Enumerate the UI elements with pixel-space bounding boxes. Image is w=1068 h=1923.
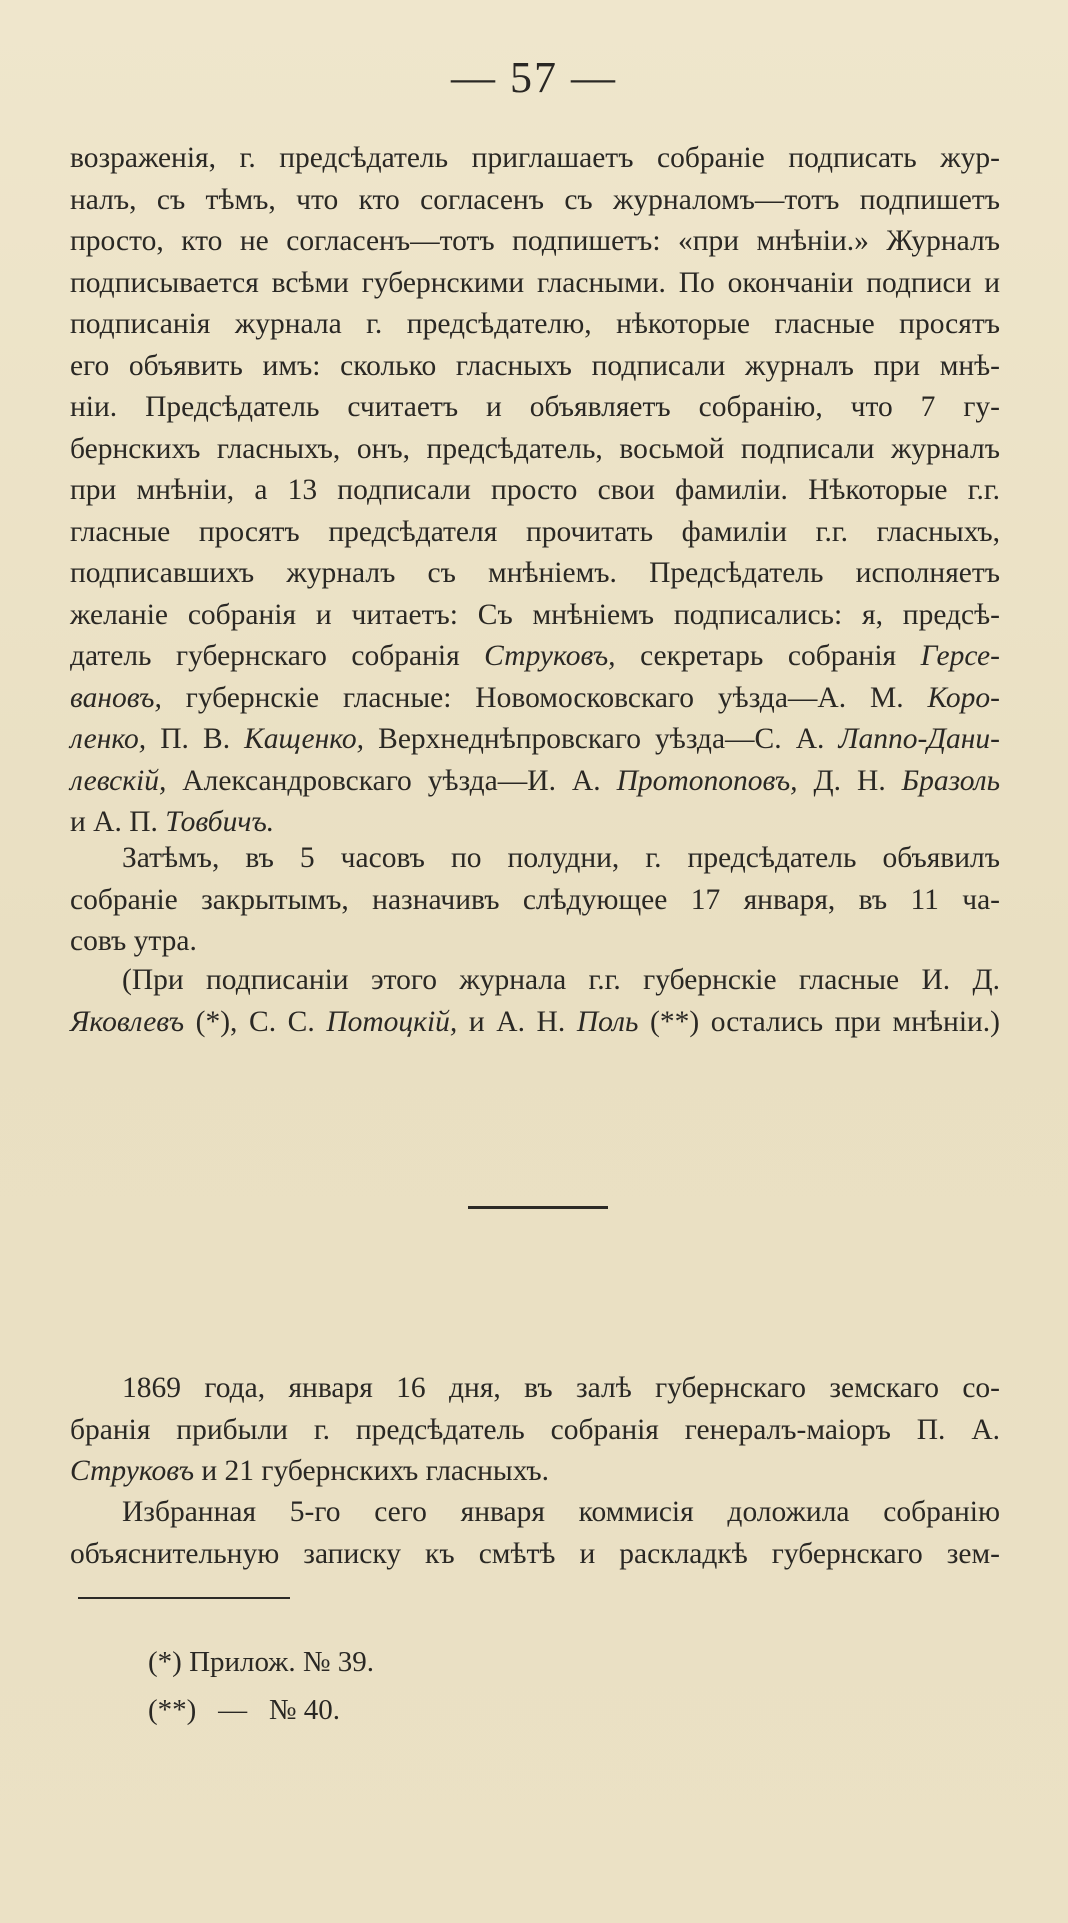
text-run: Александровскаго уѣзда—И. А.	[166, 764, 617, 797]
text-line: (При подписаніи этого журнала г.г. губернскіе гласные И. Д.	[122, 964, 1000, 996]
person-name: Потоцкій,	[326, 1005, 458, 1038]
person-name: Яковлевъ	[70, 1005, 185, 1038]
text-line: совъ утра.	[70, 925, 197, 957]
footnote: (*) Прилож. № 39.	[148, 1646, 374, 1678]
text-run: и А. П.	[70, 806, 166, 838]
text-line	[70, 1002, 1000, 1044]
text-line: желаніе собранія и читаетъ: Съ мнѣніемъ подписались: я, предсѣ-	[70, 598, 1000, 631]
text-run: (*), С. С.	[184, 1005, 327, 1038]
page-number: — 57 —	[451, 53, 617, 102]
text-run: датель губернскаго собранія	[70, 640, 485, 672]
text-line: подписанія журнала г. предсѣдателю, нѣкоторые гласные просятъ	[70, 308, 1000, 340]
text-line	[70, 761, 1000, 803]
text-line	[70, 678, 1000, 720]
footnotes	[148, 1638, 374, 1734]
person-name: левскій,	[70, 764, 167, 797]
text-line: объяснительную записку къ смѣтѣ и раскладкѣ губернскаго зем-	[70, 1537, 1000, 1570]
text-line	[70, 1451, 1000, 1493]
footnote-divider	[78, 1597, 290, 1599]
text-line: гласные просятъ предсѣдателя прочитать фамиліи г.г. гласныхъ,	[70, 515, 1000, 548]
text-line: подписавшихъ журналъ съ мнѣніемъ. Предсѣдатель исполняетъ	[70, 557, 1000, 589]
text-line: 1869 года, января 16 дня, въ залѣ губернскаго земскаго со-	[122, 1372, 1000, 1404]
text-line: собраніе закрытымъ, назначивъ слѣдующее 17 января, въ 11 ча-	[70, 883, 1000, 916]
person-name: Коро-	[927, 681, 1000, 714]
person-name: Бразоль	[901, 764, 1000, 797]
text-line: его объявить имъ: сколько гласныхъ подписали журналъ при мнѣ-	[70, 349, 1000, 382]
text-line: ніи. Предсѣдатель считаетъ и объявляетъ собранію, что 7 гу-	[70, 391, 1000, 423]
text-line: при мнѣніи, а 13 подписали просто свои фамиліи. Нѣкоторые г.г.	[70, 474, 1000, 506]
text-run: и А. Н.	[457, 1005, 577, 1038]
person-name: Товбичъ.	[165, 806, 275, 838]
text-line: просто, кто не согласенъ—тотъ подпишетъ: «при мнѣніи.» Журналъ	[70, 225, 1000, 257]
text-line: подписывается всѣми губернскими гласными. По окончаніи подписи и	[70, 266, 1000, 299]
text-line: налъ, съ тѣмъ, что кто согласенъ съ журналомъ—тотъ подпишетъ	[70, 183, 1000, 216]
section-divider	[468, 1206, 608, 1209]
person-name: Протопоповъ,	[616, 764, 798, 797]
text-line: Избранная 5-го сего января коммисія доложила собранію	[122, 1496, 1000, 1528]
paragraph-4	[70, 1368, 1000, 1493]
person-name: Герсе-	[920, 640, 1000, 672]
footnote: (**) — № 40.	[148, 1694, 340, 1726]
text-line: бранія прибыли г. предсѣдатель собранія генералъ-маіоръ П. А.	[70, 1413, 1000, 1446]
text-line: Затѣмъ, въ 5 часовъ по полудни, г. предсѣдатель объявилъ	[122, 842, 1000, 874]
person-name: Струковъ,	[484, 640, 616, 672]
text-run: (**) остались при мнѣніи.)	[638, 1005, 1000, 1038]
text-run: Д. Н.	[797, 764, 902, 797]
text-line	[70, 719, 1000, 761]
paragraph-3	[70, 960, 1000, 1043]
person-name: Струковъ	[70, 1455, 195, 1487]
paragraph-5	[70, 1492, 1000, 1575]
text-run: губернскіе гласные: Новомосковскаго уѣзда—А. М.	[161, 681, 928, 714]
person-name: Поль	[576, 1005, 639, 1038]
person-name: ленко,	[70, 723, 147, 755]
text-line: возраженія, г. предсѣдатель приглашаетъ собраніе подписать жур-	[70, 142, 1000, 174]
person-name: Лаппо-Дани-	[838, 723, 1000, 755]
text-run: и 21 губернскихъ гласныхъ.	[194, 1455, 549, 1487]
text-run: П. В.	[146, 723, 245, 755]
paragraph-2	[70, 838, 1000, 963]
text-run: секретарь собранія	[615, 640, 921, 672]
text-line	[70, 636, 1000, 678]
text-run: Верхнеднѣпровскаго уѣзда—С. А.	[364, 723, 839, 755]
paragraph-1	[70, 138, 1000, 844]
person-name: вановъ,	[70, 681, 162, 714]
text-line: бернскихъ гласныхъ, онъ, предсѣдатель, восьмой подписали журналъ	[70, 432, 1000, 465]
person-name: Кащенко,	[244, 723, 365, 755]
